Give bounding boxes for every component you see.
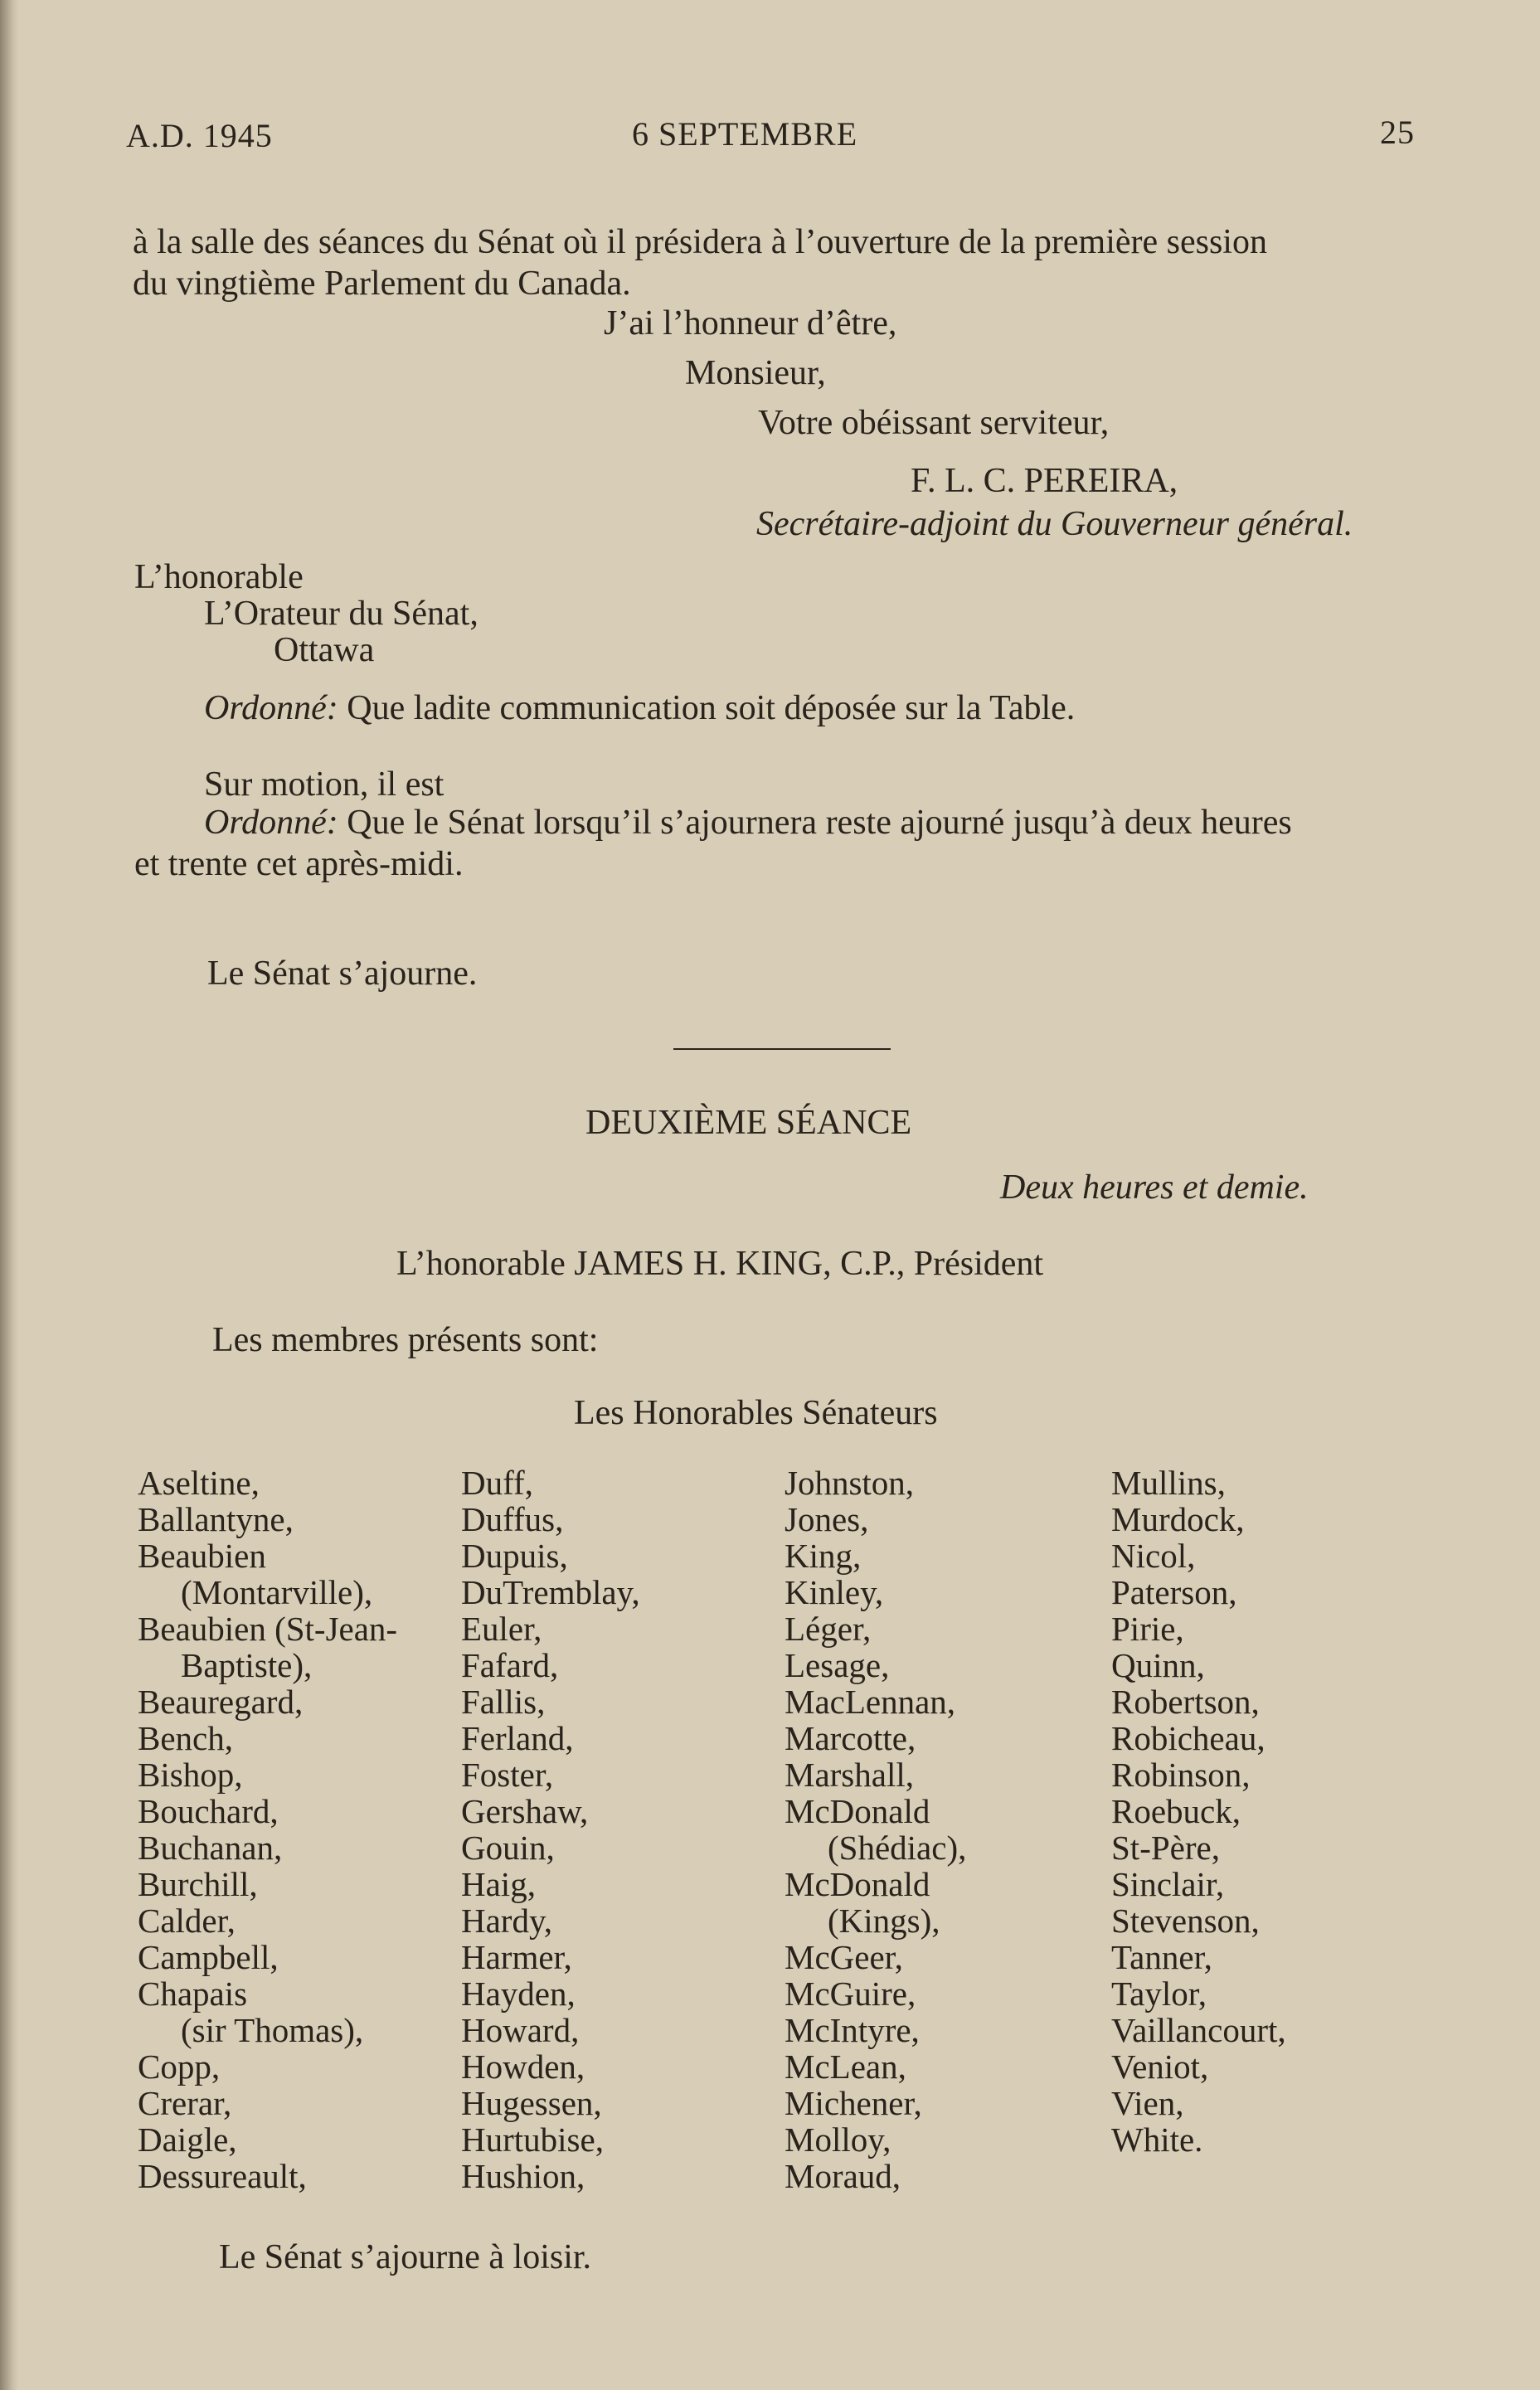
senator-name: Calder, bbox=[138, 1902, 236, 1940]
senator-name: Stevenson, bbox=[1111, 1902, 1260, 1940]
senator-name: Aseltine, bbox=[138, 1464, 260, 1502]
senator-name: Euler, bbox=[461, 1610, 542, 1648]
senator-name: Molloy, bbox=[785, 2120, 891, 2159]
senator-name: Fallis, bbox=[461, 1683, 546, 1721]
letter-signature-title: Secrétaire-adjoint du Gouverneur général. bbox=[756, 505, 1353, 543]
letter-signature: F. L. C. PEREIRA, bbox=[911, 462, 1178, 500]
senator-name: White. bbox=[1111, 2120, 1203, 2159]
senator-name: Michener, bbox=[785, 2084, 922, 2122]
senator-name: (Montarville), bbox=[181, 1573, 373, 1611]
address-line-2: L’Orateur du Sénat, bbox=[204, 595, 479, 633]
header-date: 6 SEPTEMBRE bbox=[632, 115, 858, 153]
senator-name: Dupuis, bbox=[461, 1537, 568, 1575]
senator-name: McDonald bbox=[785, 1865, 930, 1903]
senators-column-2 bbox=[461, 1465, 640, 2194]
order-paragraph bbox=[204, 688, 1075, 728]
senator-name: Ferland, bbox=[461, 1719, 574, 1757]
senator-name: Marshall, bbox=[785, 1756, 914, 1794]
senator-name: Ballantyne, bbox=[138, 1500, 294, 1538]
header-year: A.D. 1945 bbox=[126, 117, 273, 154]
senator-name: Dessureault, bbox=[138, 2157, 307, 2195]
senator-name: Mullins, bbox=[1111, 1464, 1226, 1502]
senator-name: Hushion, bbox=[461, 2157, 585, 2195]
senator-name: Pirie, bbox=[1111, 1610, 1184, 1648]
senator-name: Léger, bbox=[785, 1610, 872, 1648]
senator-name: Beaubien (St-Jean- bbox=[138, 1610, 398, 1648]
letter-line-1: à la salle des séances du Sénat où il présidera à l’ouverture de la première session bbox=[133, 223, 1267, 261]
motion-order bbox=[204, 803, 1292, 843]
adjournment-2: Le Sénat s’ajourne à loisir. bbox=[219, 2238, 592, 2276]
motion-order-label: Ordonné: bbox=[204, 804, 338, 842]
senator-name: Burchill, bbox=[138, 1865, 258, 1903]
senator-name: Bench, bbox=[138, 1719, 233, 1757]
senator-name: Fafard, bbox=[461, 1646, 559, 1684]
senators-column-3 bbox=[785, 1465, 966, 2194]
motion-order-continued: et trente cet après-midi. bbox=[134, 845, 464, 883]
senator-name: Beaubien bbox=[138, 1537, 266, 1575]
page-number: 25 bbox=[1380, 114, 1415, 151]
senator-name: MacLennan, bbox=[785, 1683, 956, 1721]
senator-name: (Shédiac), bbox=[828, 1829, 967, 1867]
letter-line-2: du vingtième Parlement du Canada. bbox=[133, 265, 631, 303]
senator-name: Robicheau, bbox=[1111, 1719, 1266, 1757]
motion-intro: Sur motion, il est bbox=[204, 765, 445, 804]
senator-name: Daigle, bbox=[138, 2120, 237, 2159]
letter-closing-2: Monsieur, bbox=[685, 354, 826, 392]
senator-name: Howden, bbox=[461, 2048, 585, 2086]
address-line-3: Ottawa bbox=[274, 631, 375, 669]
order-text: Que ladite communication soit déposée sur la Table. bbox=[347, 689, 1076, 727]
senator-name: McLean, bbox=[785, 2048, 906, 2086]
members-present-intro: Les membres présents sont: bbox=[212, 1321, 599, 1359]
senator-name: Johnston, bbox=[785, 1464, 915, 1502]
senator-name: Haig, bbox=[461, 1865, 536, 1903]
senator-name: King, bbox=[785, 1537, 862, 1575]
senator-name: McIntyre, bbox=[785, 2011, 920, 2049]
senators-column-1 bbox=[138, 1465, 397, 2194]
senator-name: Campbell, bbox=[138, 1938, 279, 1976]
senator-name: Kinley, bbox=[785, 1573, 884, 1611]
senator-name: Murdock, bbox=[1111, 1500, 1245, 1538]
senator-name: Robertson, bbox=[1111, 1683, 1260, 1721]
senator-name: Gershaw, bbox=[461, 1792, 589, 1830]
senator-name: Marcotte, bbox=[785, 1719, 916, 1757]
senator-name: Robinson, bbox=[1111, 1756, 1251, 1794]
senator-name: Beauregard, bbox=[138, 1683, 304, 1721]
senator-name: Harmer, bbox=[461, 1938, 572, 1976]
senator-name: Baptiste), bbox=[181, 1646, 313, 1684]
senator-name: Paterson, bbox=[1111, 1573, 1237, 1611]
senator-name: Chapais bbox=[138, 1975, 248, 2013]
senator-name: Crerar, bbox=[138, 2084, 232, 2122]
session-title: DEUXIÈME SÉANCE bbox=[585, 1104, 912, 1142]
letter-closing-3: Votre obéissant serviteur, bbox=[758, 404, 1110, 442]
senator-name: (Kings), bbox=[828, 1902, 940, 1940]
senator-name: Howard, bbox=[461, 2011, 580, 2049]
senator-name: Copp, bbox=[138, 2048, 221, 2086]
senator-name: Vaillancourt, bbox=[1111, 2011, 1286, 2049]
senator-name: Hayden, bbox=[461, 1975, 576, 2013]
session-time: Deux heures et demie. bbox=[1000, 1168, 1309, 1207]
page-binding-edge bbox=[0, 0, 18, 2390]
senator-name: Roebuck, bbox=[1111, 1792, 1241, 1830]
order-label: Ordonné: bbox=[204, 689, 338, 727]
senators-heading: Les Honorables Sénateurs bbox=[574, 1394, 938, 1432]
senator-name: Veniot, bbox=[1111, 2048, 1209, 2086]
senator-name: Hugessen, bbox=[461, 2084, 602, 2122]
senator-name: Sinclair, bbox=[1111, 1865, 1225, 1903]
senator-name: McGeer, bbox=[785, 1938, 903, 1976]
senator-name: (sir Thomas), bbox=[181, 2011, 364, 2049]
senator-name: Vien, bbox=[1111, 2084, 1184, 2122]
senator-name: Buchanan, bbox=[138, 1829, 283, 1867]
motion-order-text: Que le Sénat lorsqu’il s’ajournera reste ajourné jusqu’à deux heures bbox=[347, 804, 1292, 842]
senator-name: Foster, bbox=[461, 1756, 554, 1794]
senator-name: Duffus, bbox=[461, 1500, 564, 1538]
senator-name: Nicol, bbox=[1111, 1537, 1196, 1575]
senator-name: DuTremblay, bbox=[461, 1573, 640, 1611]
senator-name: Quinn, bbox=[1111, 1646, 1205, 1684]
senator-name: Lesage, bbox=[785, 1646, 890, 1684]
senator-name: Hurtubise, bbox=[461, 2120, 604, 2159]
senator-name: McGuire, bbox=[785, 1975, 916, 2013]
senator-name: Bishop, bbox=[138, 1756, 243, 1794]
senator-name: Bouchard, bbox=[138, 1792, 279, 1830]
senator-name: Gouin, bbox=[461, 1829, 555, 1867]
senator-name: Hardy, bbox=[461, 1902, 553, 1940]
session-president: L’honorable JAMES H. KING, C.P., Président bbox=[396, 1245, 1044, 1283]
senator-name: Taylor, bbox=[1111, 1975, 1207, 2013]
senators-column-4 bbox=[1111, 1465, 1286, 2158]
senator-name: Tanner, bbox=[1111, 1938, 1212, 1976]
letter-closing-1: J’ai l’honneur d’être, bbox=[604, 304, 897, 342]
senator-name: Moraud, bbox=[785, 2157, 901, 2195]
address-line-1: L’honorable bbox=[134, 558, 304, 596]
senator-name: Duff, bbox=[461, 1464, 533, 1502]
senator-name: McDonald bbox=[785, 1792, 930, 1830]
section-divider bbox=[673, 1048, 891, 1050]
senator-name: Jones, bbox=[785, 1500, 869, 1538]
adjournment-1: Le Sénat s’ajourne. bbox=[207, 955, 478, 993]
senator-name: St-Père, bbox=[1111, 1829, 1220, 1867]
